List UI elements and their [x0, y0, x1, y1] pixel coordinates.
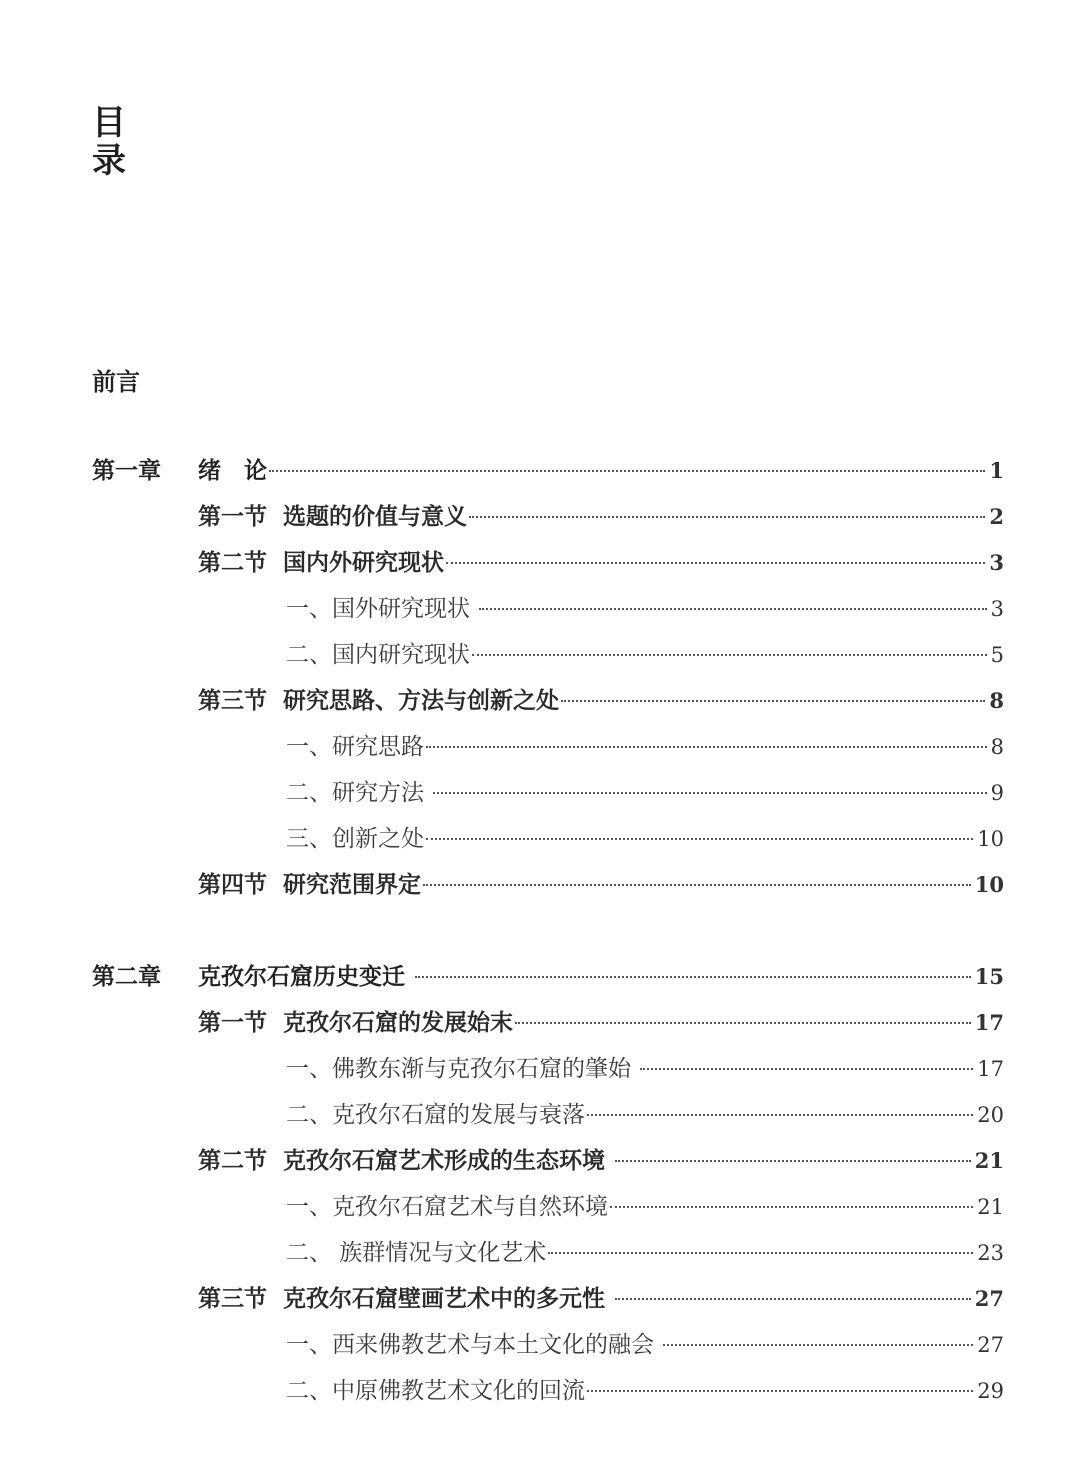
dot-leader	[469, 516, 985, 518]
dot-leader	[663, 1344, 973, 1346]
toc-entry-item[interactable]	[286, 1374, 1004, 1408]
toc-page-number: 27	[974, 1286, 1004, 1311]
page-title-char-2: 录	[92, 141, 126, 181]
dot-leader	[610, 1206, 973, 1208]
toc-entry-title: 二、克孜尔石窟的发展与衰落	[286, 1102, 585, 1128]
toc-page-number: 27	[977, 1333, 1004, 1357]
toc-entry-title	[92, 454, 267, 488]
toc-entry-chapter[interactable]	[92, 960, 1004, 994]
dot-leader	[472, 654, 987, 656]
toc-page-number: 21	[977, 1195, 1004, 1219]
dot-leader	[433, 792, 986, 794]
dot-leader	[615, 1298, 971, 1300]
toc-page-number: 23	[977, 1241, 1004, 1265]
dot-leader	[587, 1390, 973, 1392]
toc-entry-title: 二、国内研究现状	[286, 642, 470, 668]
preface-heading[interactable]: 前言	[92, 367, 140, 396]
dot-leader	[548, 1252, 973, 1254]
toc-entry-title: 第一节 克孜尔石窟的发展始末	[198, 1009, 514, 1036]
toc-entry-title: 二、研究方法	[286, 780, 432, 806]
toc-entry-title: 第四节 研究范围界定	[198, 871, 422, 898]
toc-entry-title: 一、佛教东渐与克孜尔石窟的肇始	[286, 1056, 639, 1082]
toc-entry-section[interactable]	[198, 500, 1004, 534]
toc-page-number: 3	[989, 550, 1004, 575]
toc-entry-title: 一、克孜尔石窟艺术与自然环境	[286, 1194, 608, 1220]
toc-entry-title: 二、中原佛教艺术文化的回流	[286, 1378, 585, 1404]
dot-leader	[415, 976, 971, 978]
toc-page-number: 5	[990, 643, 1004, 667]
dot-leader	[426, 746, 987, 748]
chapter-number: 第一章	[92, 457, 161, 484]
toc-page-number: 20	[977, 1103, 1004, 1127]
toc-page-number: 9	[990, 781, 1004, 805]
dot-leader	[615, 1160, 971, 1162]
toc-entry-title: 一、国外研究现状	[286, 596, 478, 622]
toc-entry-title: 一、研究思路	[286, 734, 424, 760]
toc-page-number: 21	[974, 1148, 1004, 1173]
dot-leader	[426, 838, 973, 840]
toc-entry-item[interactable]	[286, 1098, 1004, 1132]
toc-entry-chapter[interactable]	[92, 454, 1004, 488]
dot-leader	[587, 1114, 973, 1116]
toc-entry-section[interactable]	[198, 1282, 1004, 1316]
toc-page-number: 1	[989, 458, 1004, 483]
toc-entry-item[interactable]	[286, 592, 1004, 626]
toc-entry-section[interactable]	[198, 1144, 1004, 1178]
dot-leader	[479, 608, 986, 610]
toc-entry-section[interactable]	[198, 546, 1004, 580]
toc-entry-item[interactable]	[286, 1328, 1004, 1362]
toc-page-number: 8	[990, 735, 1004, 759]
toc-page-number: 10	[977, 827, 1004, 851]
toc-entry-title: 第三节 克孜尔石窟壁画艺术中的多元性	[198, 1285, 614, 1312]
toc-page-number: 17	[977, 1057, 1004, 1081]
chapter-title: 克孜尔石窟历史变迁	[198, 963, 414, 990]
toc-entry-section[interactable]	[198, 868, 1004, 902]
toc-page-number: 15	[974, 964, 1004, 989]
chapter-title: 绪 论	[198, 457, 267, 484]
toc-page-number: 10	[974, 872, 1004, 897]
toc-entry-title: 三、创新之处	[286, 826, 424, 852]
toc-page-number: 29	[977, 1379, 1004, 1403]
toc-entry-section[interactable]	[198, 1006, 1004, 1040]
chapter-number: 第二章	[92, 963, 161, 990]
toc-entry-item[interactable]	[286, 1052, 1004, 1086]
toc-entry-section[interactable]	[198, 684, 1004, 718]
toc-entry-title	[92, 960, 413, 994]
page-title	[92, 104, 132, 180]
toc-entry-item[interactable]	[286, 822, 1004, 856]
toc-page-number: 2	[989, 504, 1004, 529]
dot-leader	[446, 562, 985, 564]
toc-entry-item[interactable]	[286, 638, 1004, 672]
dot-leader	[515, 1022, 971, 1024]
toc-entry-title: 第三节 研究思路、方法与创新之处	[198, 687, 560, 714]
dot-leader	[269, 470, 985, 472]
toc-entry-title: 第二节 国内外研究现状	[198, 549, 445, 576]
toc-entry-title: 第一节 选题的价值与意义	[198, 503, 468, 530]
toc-page-number: 17	[974, 1010, 1004, 1035]
dot-leader	[561, 700, 985, 702]
toc-entry-title: 第二节 克孜尔石窟艺术形成的生态环境	[198, 1147, 614, 1174]
toc-entry-item[interactable]	[286, 1236, 1004, 1270]
page-title-char-1: 目	[92, 103, 126, 143]
toc-entry-item[interactable]	[286, 1190, 1004, 1224]
toc-entry-title: 一、西来佛教艺术与本土文化的融会	[286, 1332, 662, 1358]
toc-entry-item[interactable]	[286, 776, 1004, 810]
toc-entry-item[interactable]	[286, 730, 1004, 764]
toc-entry-title: 二、 族群情况与文化艺术	[286, 1240, 547, 1266]
toc-page-number: 3	[990, 597, 1004, 621]
dot-leader	[423, 884, 971, 886]
toc-page-number: 8	[989, 688, 1004, 713]
dot-leader	[640, 1068, 973, 1070]
